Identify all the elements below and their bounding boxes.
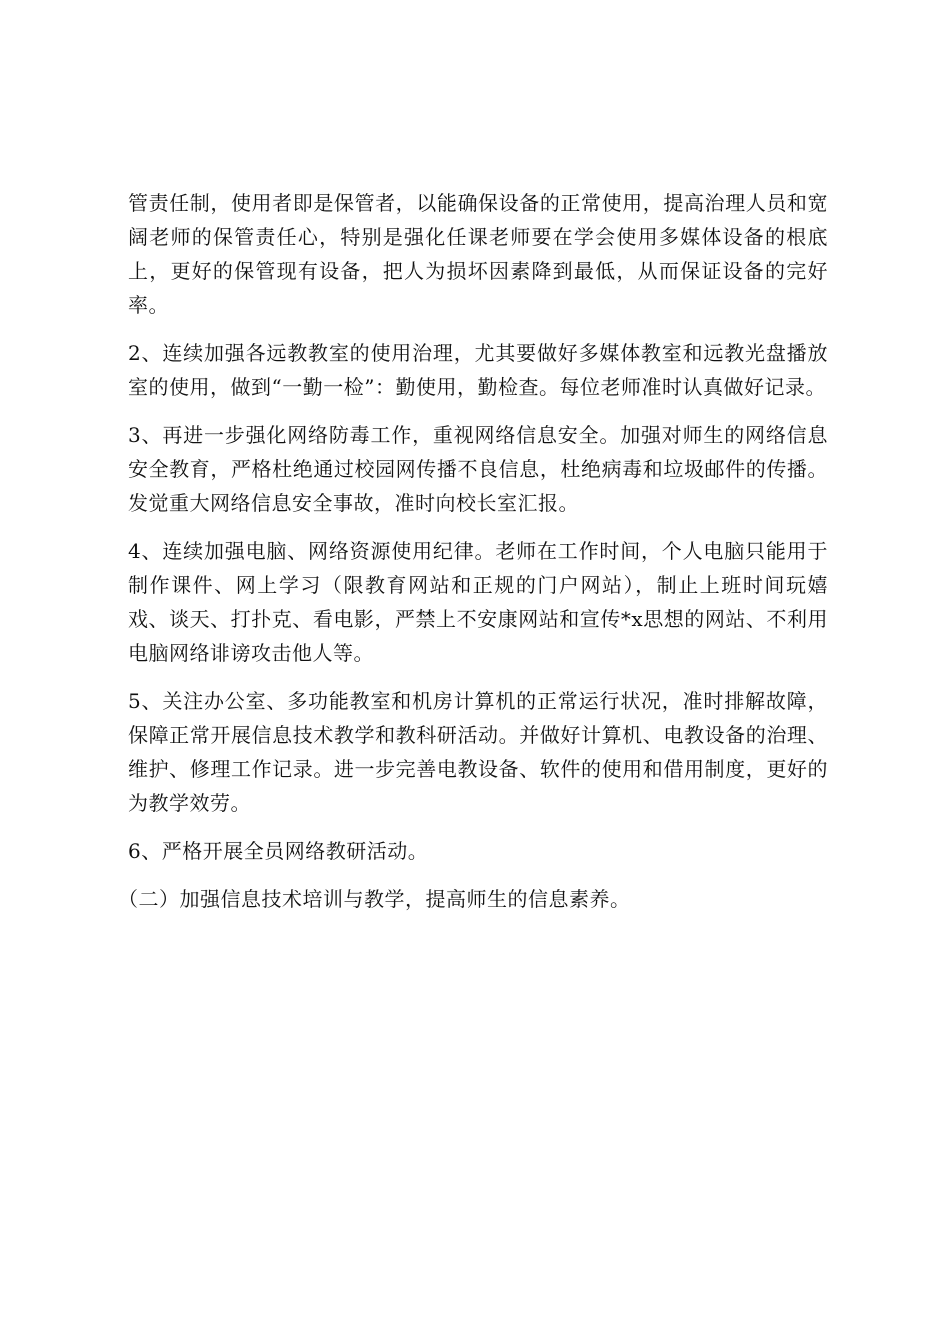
paragraph-item-6: 6、严格开展全员网络教研活动。	[128, 839, 429, 863]
paragraph-item-4: 4、连续加强电脑、网络资源使用纪律。老师在工作时间，个人电脑只能用于制作课件、网上学习（限教育网站和正规的门户网站），制止上班时间玩嬉戏、谈天、打扑克、看电影，严禁上不安康网站和宣传*x思想的网站、不利用电脑网络诽谤攻击他人等。	[128, 539, 828, 665]
paragraph-item-3: 3、再进一步强化网络防毒工作，重视网络信息安全。加强对师生的网络信息安全教育，严格杜绝通过校园网传播不良信息，杜绝病毒和垃圾邮件的传播。发觉重大网络信息安全事故，准时向校长室汇报。	[128, 423, 828, 515]
paragraph-item-5: 5、关注办公室、多功能教室和机房计算机的正常运行状况，准时排解故障，保障正常开展信息技术教学和教科研活动。并做好计算机、电教设备的治理、维护、修理工作记录。进一步完善电教设备、软件的使用和借用制度，更好的为教学效劳。	[128, 689, 828, 815]
paragraph-continuation: 管责任制，使用者即是保管者，以能确保设备的正常使用，提高治理人员和宽阔老师的保管责任心，特别是强化任课老师要在学会使用多媒体设备的根底上，更好的保管现有设备，把人为损坏因素降到最低，从而保证设备的完好率。	[128, 191, 828, 317]
section-heading-2: （二）加强信息技术培训与教学，提高师生的信息素养。	[118, 887, 631, 911]
document-body	[118, 186, 828, 930]
paragraph-item-2: 2、连续加强各远教教室的使用治理，尤其要做好多媒体教室和远教光盘播放室的使用，做到“一勤一检”：勤使用，勤检查。每位老师准时认真做好记录。	[128, 341, 828, 399]
